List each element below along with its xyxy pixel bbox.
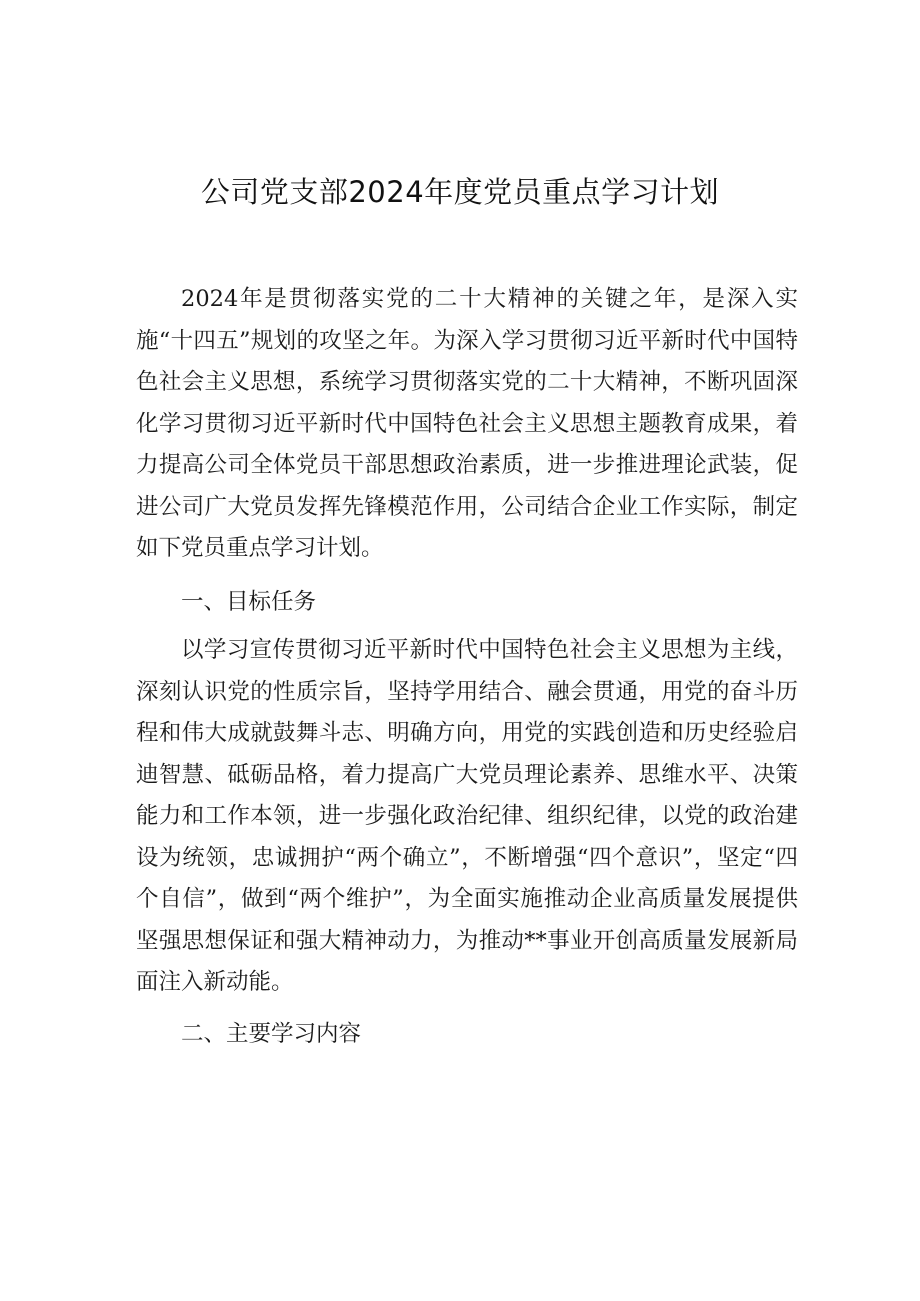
goals-paragraph: 以学习宣传贯彻习近平新时代中国特色社会主义思想为主线，深刻认识党的性质宗旨，坚持学用结合、融会贯通，用党的奋斗历程和伟大成就鼓舞斗志、明确方向，用党的实践创造和历史经验启迪智慧、砥砺品格，着力提高广大党员理论素养、思维水平、决策能力和工作本领，进一步强化政治纪律、组织纪律，以党的政治建设为统领，忠诚拥护“两个确立”，不断增强“四个意识”，坚定“四个自信”，做到“两个维护”，为全面实施推动企业高质量发展提供坚强思想保证和强大精神动力，为推动**事业开创高质量发展新局面注入新动能。 [136, 637, 798, 995]
document-title: 公司党支部2024年度党员重点学习计划 [200, 175, 720, 209]
section-heading-goals: 一、目标任务 [181, 589, 317, 615]
section-heading-content: 二、主要学习内容 [181, 1021, 362, 1047]
intro-paragraph: 2024年是贯彻落实党的二十大精神的关键之年，是深入实施“十四五”规划的攻坚之年。为深入学习贯彻习近平新时代中国特色社会主义思想，系统学习贯彻落实党的二十大精神，不断巩固深化学习贯彻习近平新时代中国特色社会主义思想主题教育成果，着力提高公司全体党员干部思想政治素质，进一步推进理论武装，促进公司广大党员发挥先锋模范作用，公司结合企业工作实际，制定如下党员重点学习计划。 [136, 286, 798, 561]
